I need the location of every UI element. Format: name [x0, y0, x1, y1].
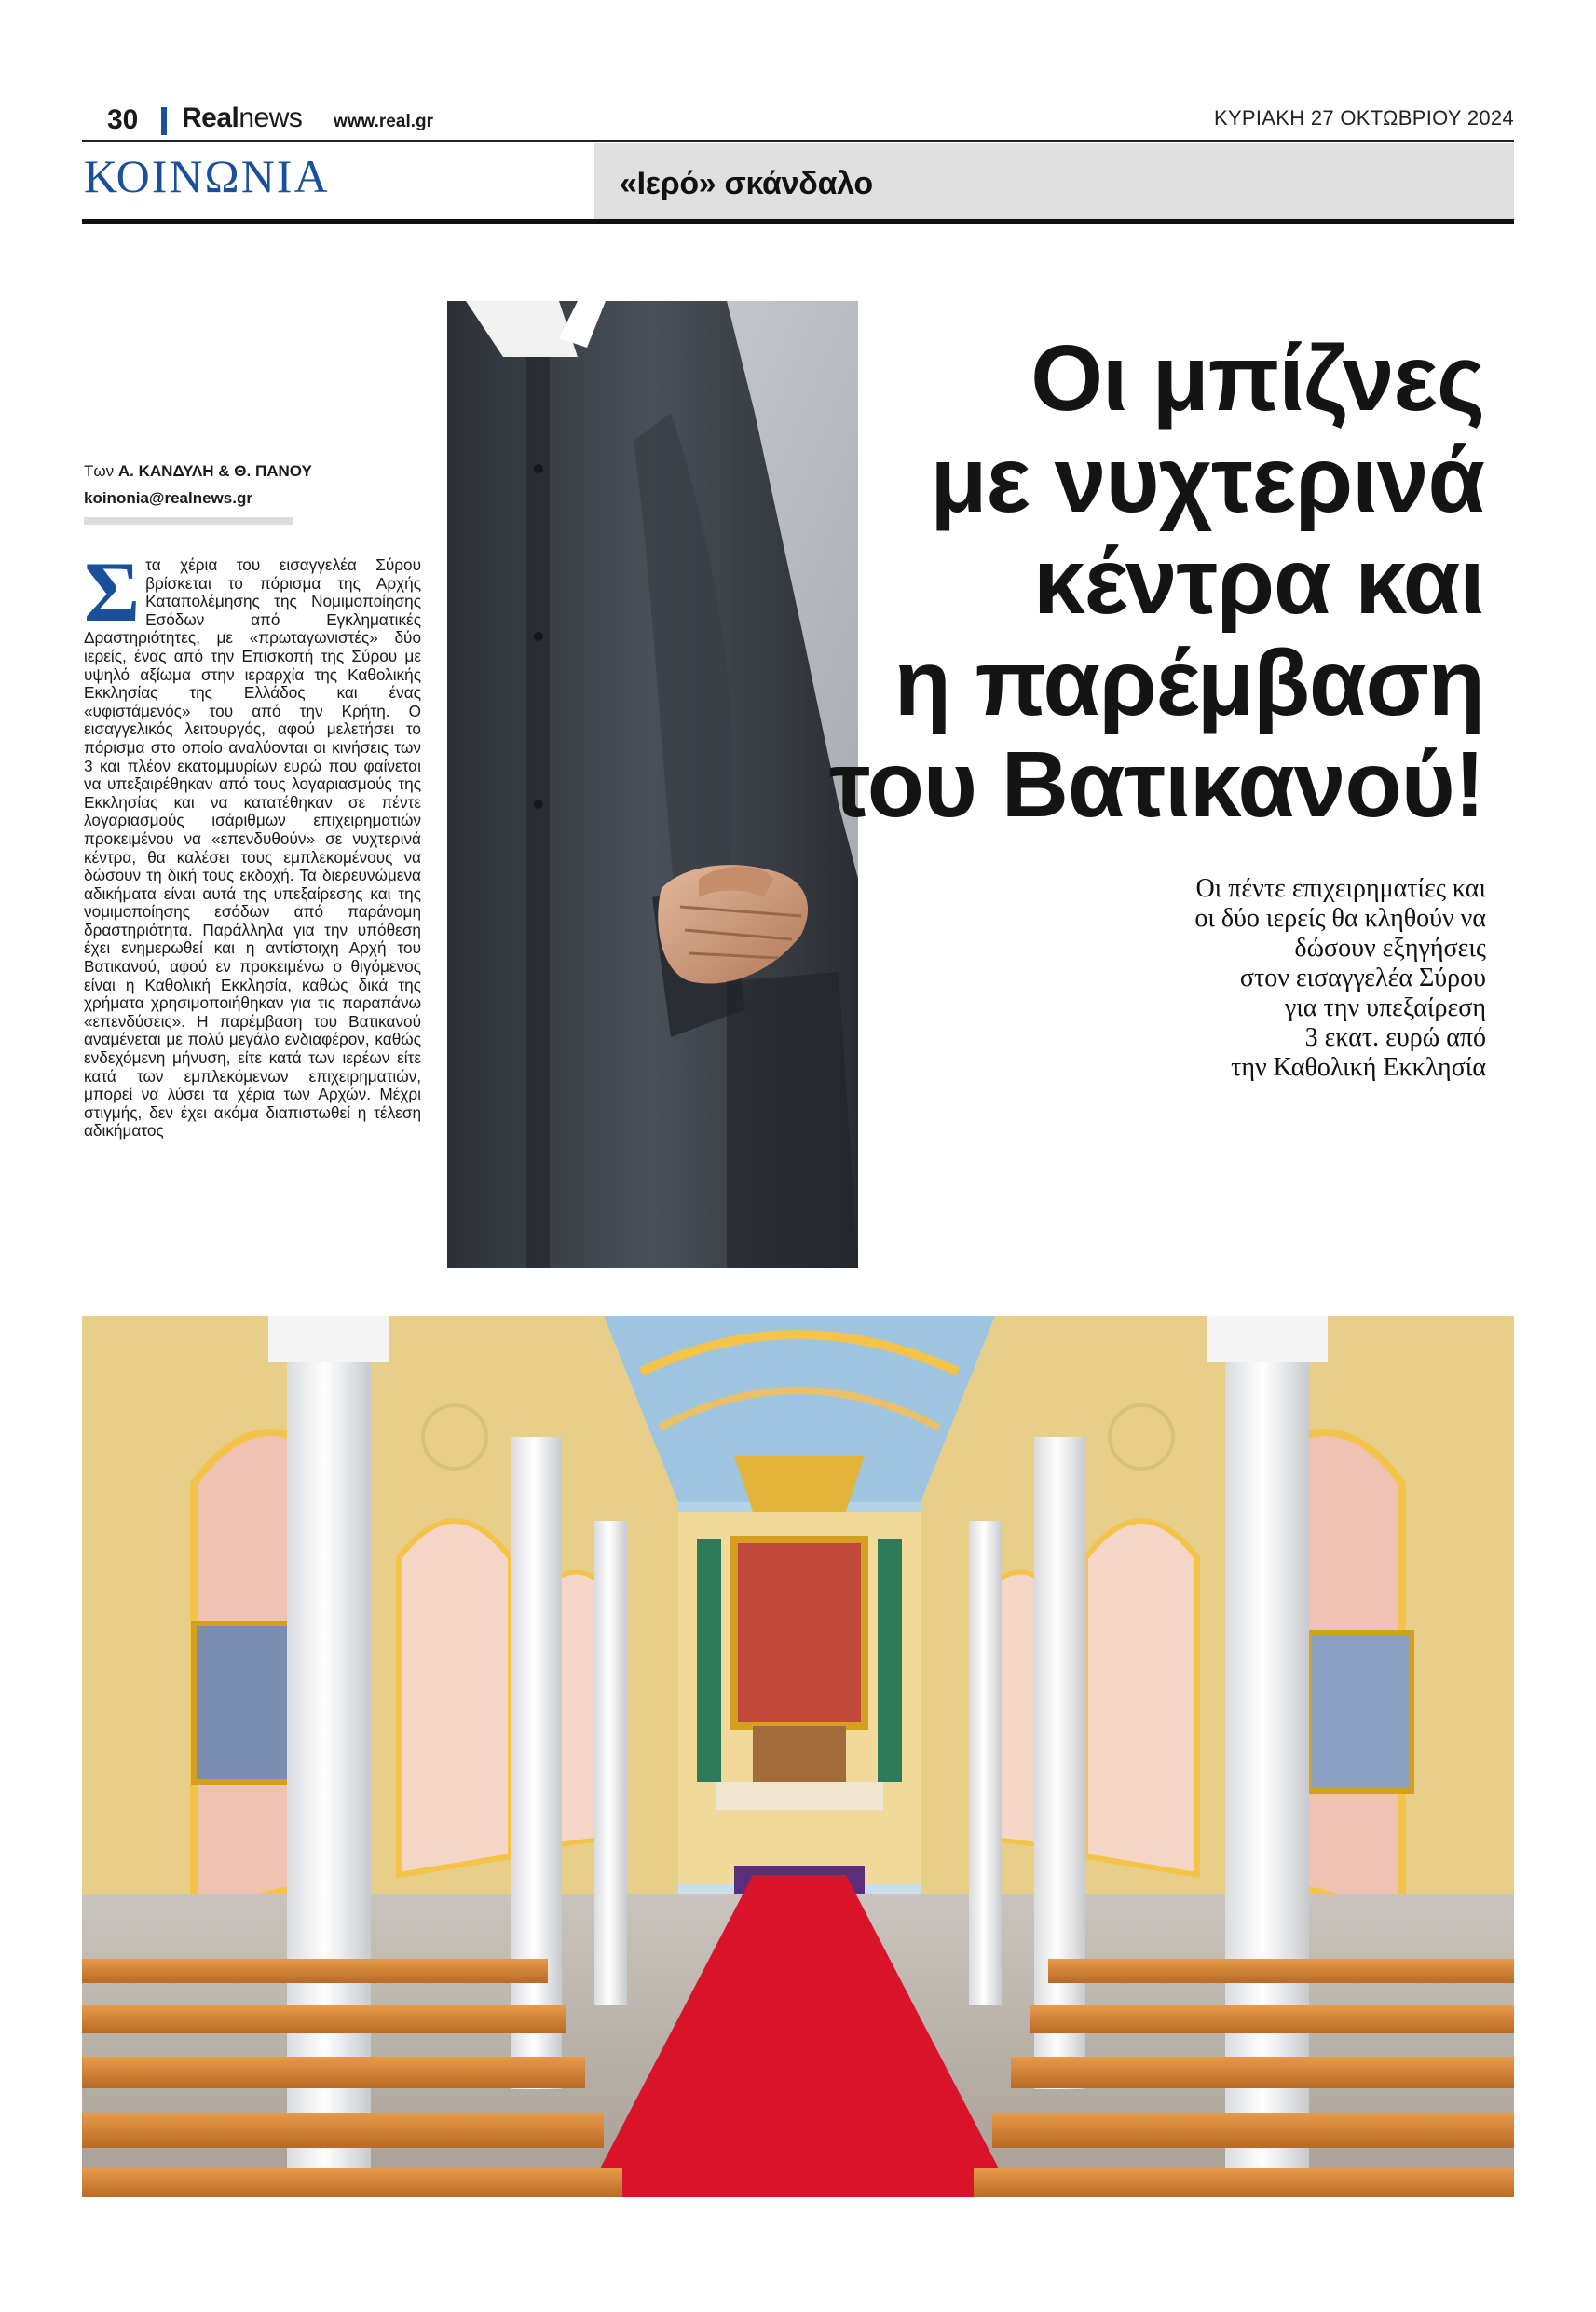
brand-logo [182, 103, 302, 134]
article-text: τα χέρια του εισαγγελέα Σύρου βρίσκεται το πόρισμα της Αρχής Καταπολέμησης της Νομιμοποίησης Εσόδων από Εγκληματικές Δραστηριότητες, με «πρωταγωνιστές» δύο ιερείς, ένας από την Επισκοπή της Σύρου με υψηλό αξίωμα στην ιεραρχία της Καθολικής Εκκλησίας της Ελλάδος και ένας «υφιστάμενός» του από την Κρήτη. Ο εισαγγελικός λειτουργός, αφού μελετήσει το πόρισμα στο οποίο αναλύονται οι κινήσεις των 3 και πλέον εκατομμυρίων ευρώ που φαίνεται να υπεξαιρέθηκαν από τους λογαριασμούς της Εκκλησίας και να κατατέθηκαν σε πέντε λογαριασμούς ισάριθμων επιχειρηματιών προκειμένου να «επενδυθούν» σε νυχτερινά κέντρα, θα καλέσει τους εμπλεκομένους να δώσουν τη δική τους εκδοχή. Τα διερευνώμενα αδικήματα είναι αυτά της υπεξαίρεσης και της νομιμοποίησης εσόδων από παράνομη δραστηριότητα. Παράλληλα για την υπόθεση έχει ενημερωθεί και η αντίστοιχη Αρχή του Βατικανού, αφού εν προκειμένω ο θιγόμενος είναι η Καθολική Εκκλησία, καθώς δικά της χρήματα χρησιμοποιήθηκαν για τις παραπάνω «επενδύσεις». Η παρέμβαση του Βατικανού αναμένεται με πολύ μεγάλο ενδιαφέρον, καθώς ενδεχόμενη μήνυση, είτε κατά των ιερέων είτε κατά των εμπλεκόμενων επιχειρηματιών, μπορεί να λύσει τα χέρια των Αρχών. Μέχρι στιγμής, δεν έχει ακόμα διαπιστωθεί η τέλεση αδικήματος [84, 555, 421, 1141]
deck-line: Οι πέντε επιχειρηματίες και [1195, 874, 1486, 903]
header-rule [82, 140, 1514, 142]
deck [1039, 874, 1486, 1083]
byline-prefix: Των [84, 462, 115, 480]
headline [776, 328, 1484, 836]
deck-line: 3 εκατ. ευρώ από [1304, 1023, 1486, 1052]
deck-line: την Καθολική Εκκλησία [1231, 1053, 1486, 1082]
brand-logo-bold: Real [182, 103, 239, 133]
headline-line: η παρέμβαση [893, 631, 1484, 735]
article-body [84, 544, 421, 1141]
headline-line: κέντρα και [1033, 529, 1484, 634]
brand-logo-light: news [239, 103, 303, 133]
byline-rule [84, 517, 293, 525]
headline-line: με νυχτερινά [930, 428, 1484, 532]
headline-line: του Βατικανού! [828, 732, 1484, 837]
section-rule [82, 219, 1514, 224]
kicker: «Ιερό» σκάνδαλο [620, 166, 873, 201]
drop-cap: Σ [84, 544, 141, 639]
deck-line: δώσουν εξηγήσεις [1294, 934, 1486, 963]
headline-line: Οι μπίζνες [1030, 326, 1484, 431]
deck-line: για την υπεξαίρεση [1284, 993, 1486, 1022]
section-title: ΚΟΙΝΩΝΙΑ [84, 150, 330, 202]
deck-line: στον εισαγγελέα Σύρου [1239, 964, 1486, 992]
page-number: 30 [107, 104, 139, 135]
byline [84, 462, 312, 481]
author-email: koinonia@realnews.gr [84, 489, 252, 507]
church-interior-photo [82, 1316, 1514, 2197]
issue-date: ΚΥΡΙΑΚΗ 27 ΟΚΤΩΒΡΙΟΥ 2024 [1213, 106, 1514, 130]
deck-line: οι δύο ιερείς θα κληθούν να [1194, 904, 1486, 933]
byline-authors: Α. ΚΑΝΔΥΛΗ & Θ. ΠΑΝΟΥ [117, 462, 312, 480]
site-url: www.real.gr [334, 112, 433, 131]
header-divider-bar [161, 107, 167, 135]
